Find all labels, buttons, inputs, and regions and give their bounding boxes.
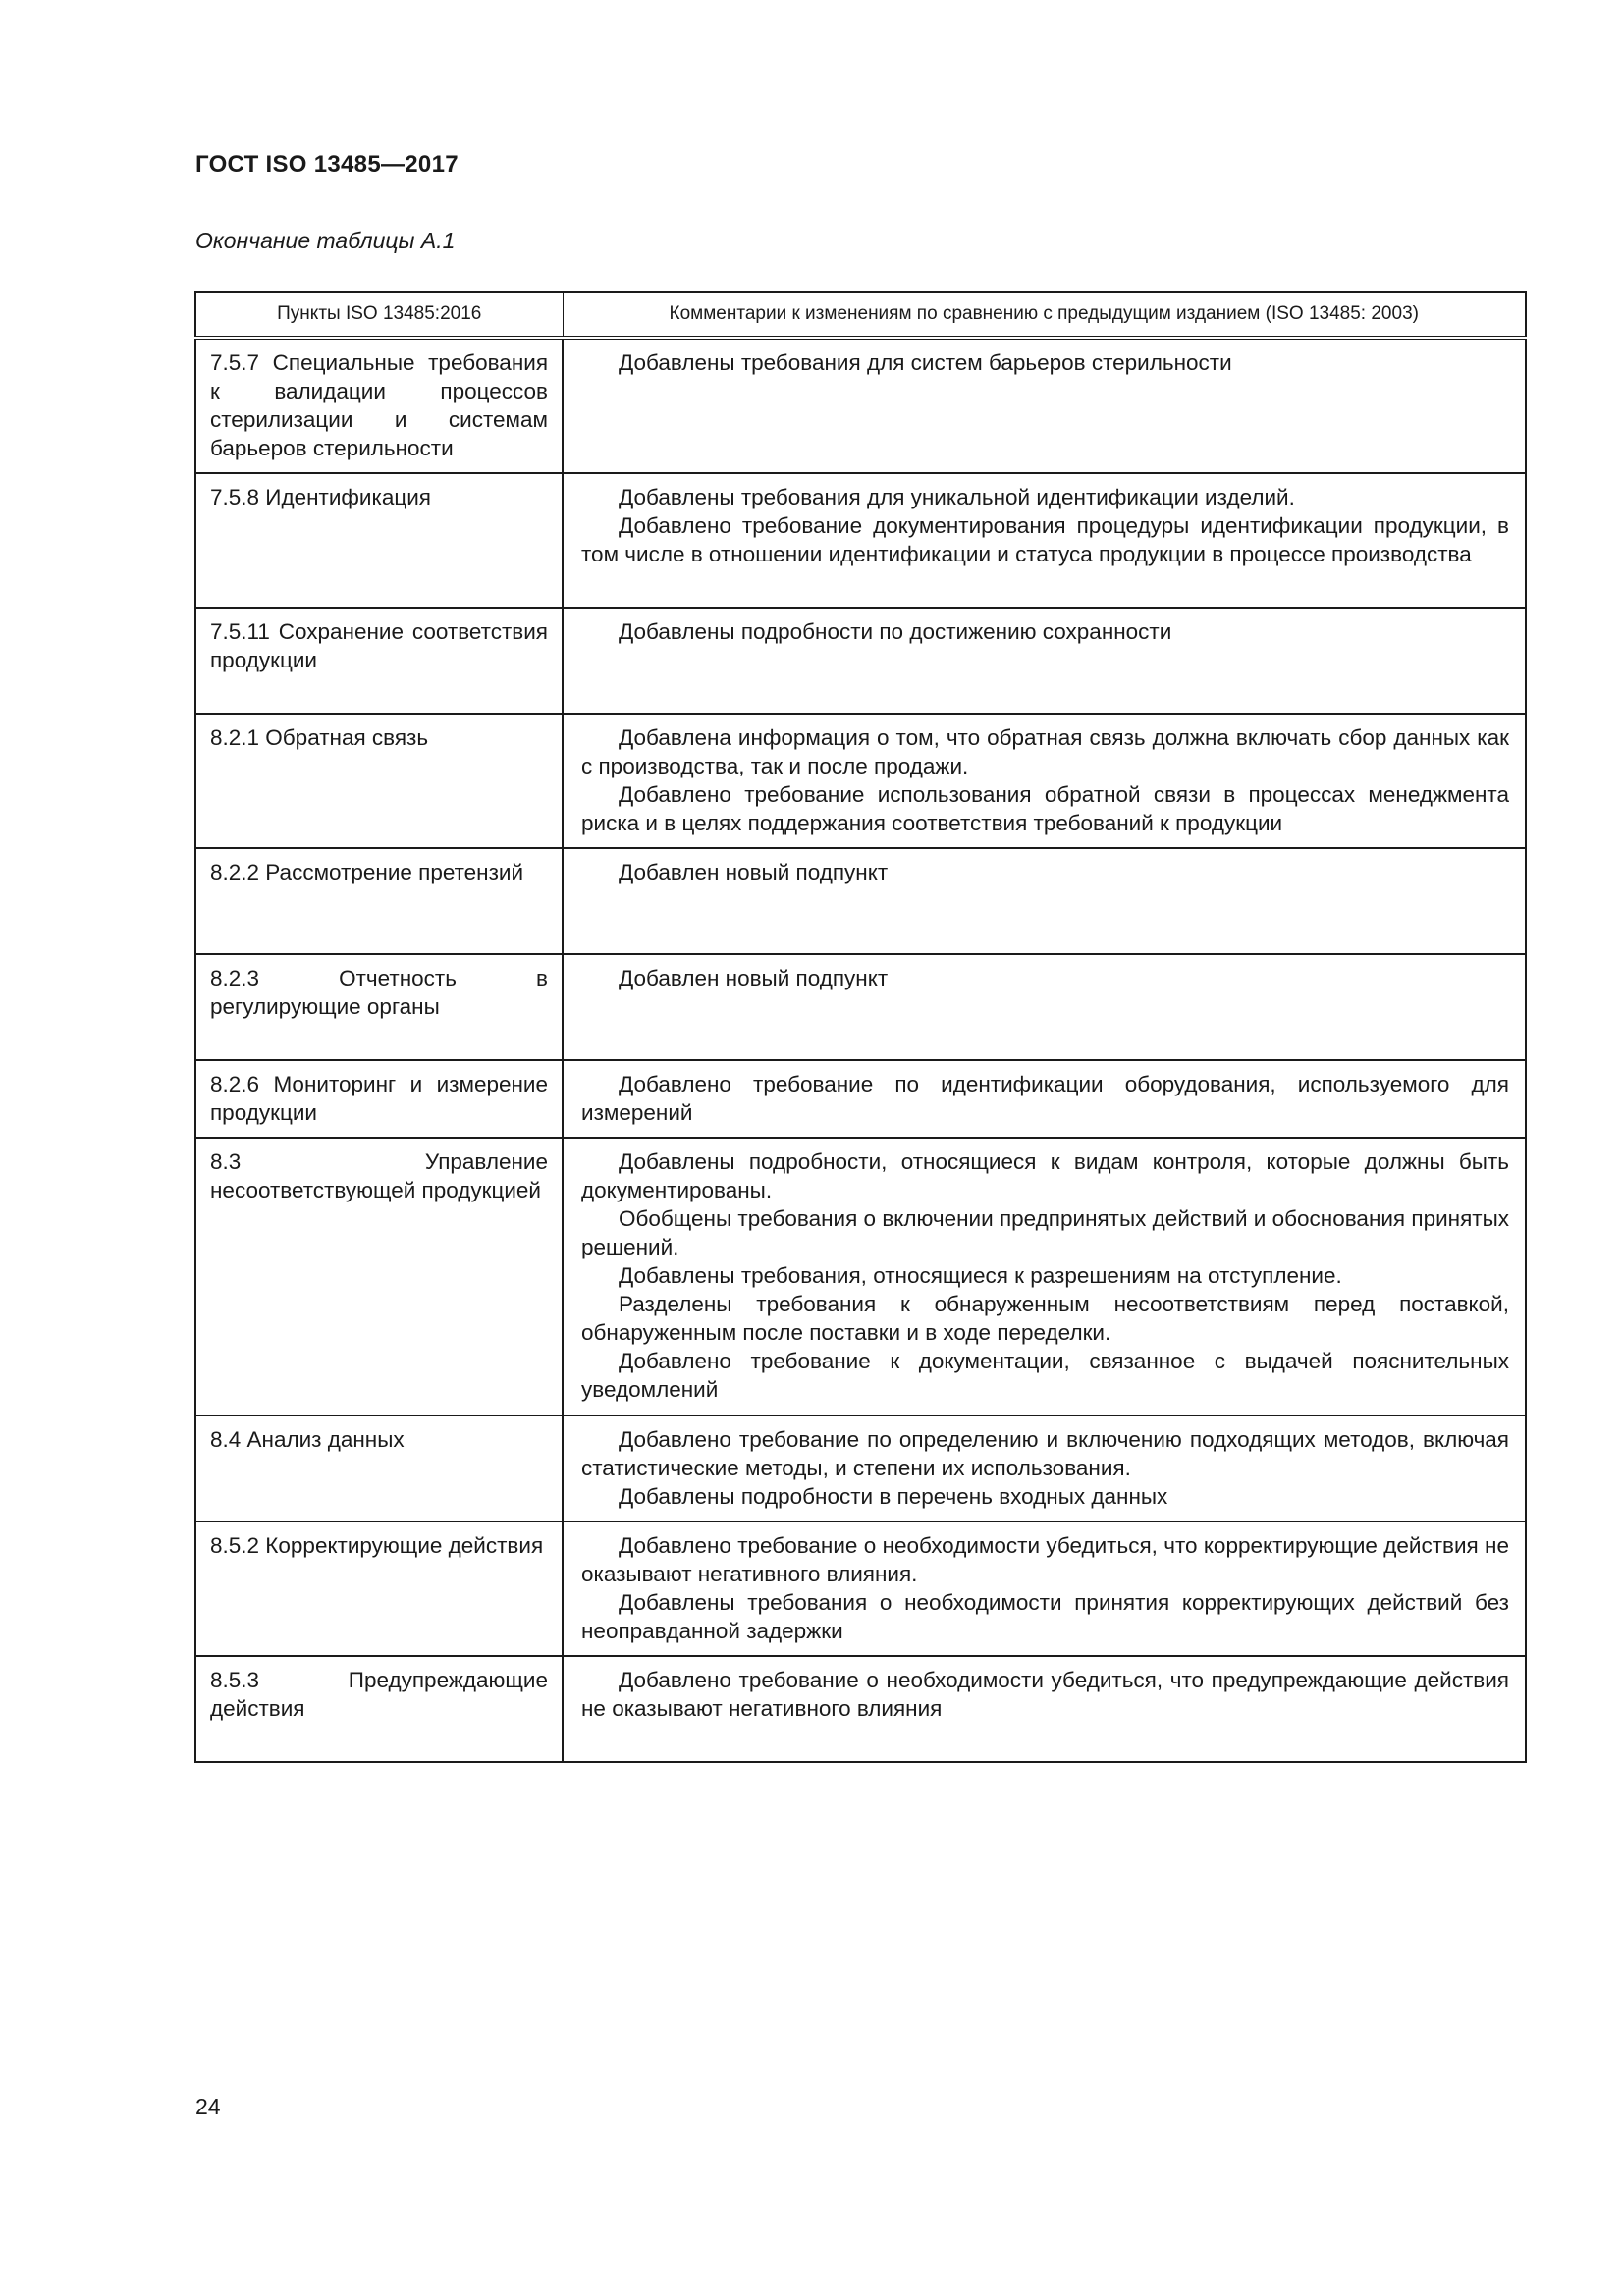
column-header-clauses: Пункты ISO 13485:2016 xyxy=(195,292,563,338)
table-row xyxy=(195,954,1526,1060)
comment-paragraph: Добавлено требование использования обратной связи в процессах менеджмента риска и в целях поддержания соответствия требований к продукции xyxy=(581,782,1509,835)
table-row xyxy=(195,1656,1526,1762)
clause-cell: 8.3 Управление несоответствующей продукцией xyxy=(195,1138,563,1415)
comment-paragraph: Добавлено требование к документации, связанное с выдачей пояснительных уведомлений xyxy=(581,1349,1509,1402)
comment-cell xyxy=(563,608,1526,714)
table-row xyxy=(195,714,1526,848)
comment-paragraph: Добавлены требования, относящиеся к разрешениям на отступление. xyxy=(619,1263,1342,1288)
comment-paragraph: Добавлен новый подпункт xyxy=(619,966,889,990)
comment-cell xyxy=(563,1656,1526,1762)
table-row xyxy=(195,608,1526,714)
comment-paragraph: Добавлено требование о необходимости убедиться, что предупреждающие действия не оказывают негативного влияния xyxy=(581,1668,1509,1721)
comment-cell xyxy=(563,1138,1526,1415)
table-row xyxy=(195,1415,1526,1522)
clause-cell: 7.5.7 Специальные требования к валидации процессов стерилизации и системам барьеров стерильности xyxy=(195,338,563,473)
clause-cell: 8.4 Анализ данных xyxy=(195,1415,563,1522)
document-header: ГОСТ ISO 13485—2017 xyxy=(195,151,459,178)
clause-cell: 7.5.8 Идентификация xyxy=(195,473,563,608)
comment-cell xyxy=(563,714,1526,848)
column-header-comments: Комментарии к изменениям по сравнению с предыдущим изданием (ISO 13485: 2003) xyxy=(563,292,1526,338)
comment-cell xyxy=(563,473,1526,608)
clause-cell: 8.2.3 Отчетность в регулирующие органы xyxy=(195,954,563,1060)
comment-paragraph: Добавлено требование документирования процедуры идентификации продукции, в том числе в отношении идентификации и статуса продукции в процессе производства xyxy=(581,513,1509,566)
comment-paragraph: Разделены требования к обнаруженным несоответствиям перед поставкой, обнаруженным после поставки и в ходе переделки. xyxy=(581,1292,1509,1345)
clause-cell: 8.5.3 Предупреждающие действия xyxy=(195,1656,563,1762)
table-row xyxy=(195,848,1526,954)
table-row xyxy=(195,338,1526,473)
comment-cell xyxy=(563,1415,1526,1522)
comment-paragraph: Добавлена информация о том, что обратная связь должна включать сбор данных как с производства, так и после продажи. xyxy=(581,725,1509,778)
table-row xyxy=(195,1060,1526,1138)
comment-paragraph: Добавлен новый подпункт xyxy=(619,860,889,884)
comment-paragraph: Добавлены требования для систем барьеров стерильности xyxy=(619,350,1232,375)
comment-paragraph: Добавлены подробности по достижению сохранности xyxy=(619,619,1172,644)
comment-cell xyxy=(563,338,1526,473)
table-row xyxy=(195,1138,1526,1415)
comment-paragraph: Обобщены требования о включении предпринятых действий и обоснования принятых решений. xyxy=(581,1206,1509,1259)
table-row xyxy=(195,473,1526,608)
clause-cell: 8.2.6 Мониторинг и измерение продукции xyxy=(195,1060,563,1138)
comment-paragraph: Добавлены требования для уникальной идентификации изделий. xyxy=(619,485,1295,509)
clause-cell: 7.5.11 Сохранение соответствия продукции xyxy=(195,608,563,714)
comment-paragraph: Добавлены требования о необходимости принятия корректирующих действий без неоправданной задержки xyxy=(581,1590,1509,1643)
clause-cell: 8.5.2 Корректирующие действия xyxy=(195,1522,563,1656)
comment-cell xyxy=(563,954,1526,1060)
comment-paragraph: Добавлено требование по определению и включению подходящих методов, включая статистические методы, и степени их использования. xyxy=(581,1427,1509,1480)
clause-cell: 8.2.1 Обратная связь xyxy=(195,714,563,848)
comment-paragraph: Добавлено требование о необходимости убедиться, что корректирующие действия не оказывают негативного влияния. xyxy=(581,1533,1509,1586)
comment-cell xyxy=(563,848,1526,954)
comment-cell xyxy=(563,1060,1526,1138)
table-row xyxy=(195,1522,1526,1656)
comment-paragraph: Добавлены подробности в перечень входных данных xyxy=(619,1484,1168,1509)
comment-paragraph: Добавлено требование по идентификации оборудования, используемого для измерений xyxy=(581,1072,1509,1125)
comment-paragraph: Добавлены подробности, относящиеся к видам контроля, которые должны быть документированы. xyxy=(581,1149,1509,1202)
table-header-row xyxy=(195,292,1526,338)
clause-cell: 8.2.2 Рассмотрение претензий xyxy=(195,848,563,954)
page-number: 24 xyxy=(195,2094,221,2119)
comment-cell xyxy=(563,1522,1526,1656)
table-caption: Окончание таблицы А.1 xyxy=(195,228,456,253)
comparison-table xyxy=(194,291,1527,1763)
